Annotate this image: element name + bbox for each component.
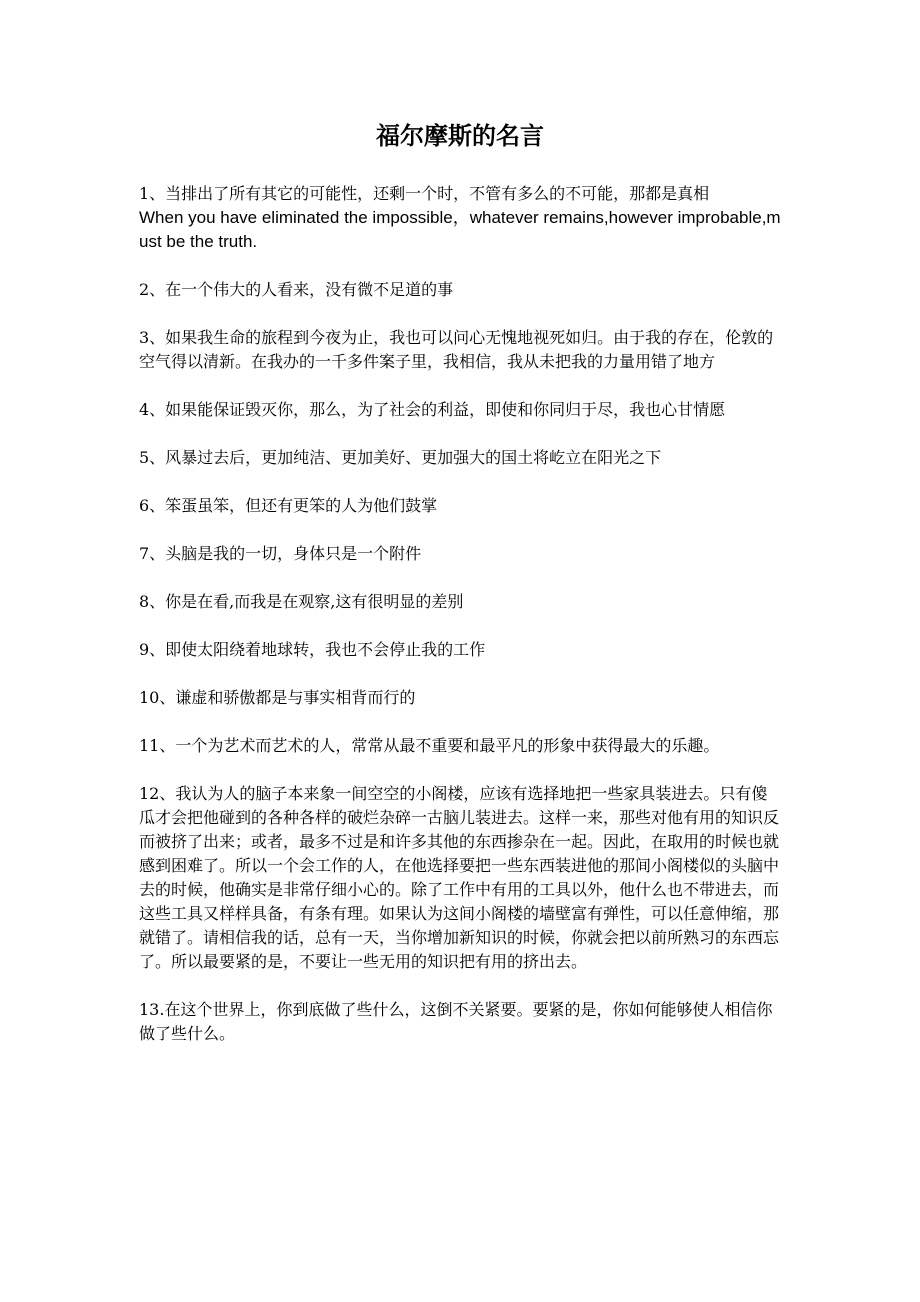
quote-text-cn: 8、你是在看,而我是在观察,这有很明显的差别 (139, 592, 464, 611)
quote-item (139, 446, 781, 470)
quote-item (139, 494, 781, 518)
quote-text-cn: 12、我认为人的脑子本来象一间空空的小阁楼，应该有选择地把一些家具装进去。只有傻瓜才会把他碰到的各种各样的破烂杂碎一古脑儿装进去。这样一来，那些对他有用的知识反而被挤了出来；或者，最多不过是和许多其他的东西掺杂在一起。因此，在取用的时候也就感到困难了。所以一个会工作的人，在他选择要把一些东西装进他的那间小阁楼似的头脑中去的时候，他确实是非常仔细小心的。除了工作中有用的工具以外，他什么也不带进去，而这些工具又样样具备，有条有理。如果认为这间小阁楼的墙壁富有弹性，可以任意伸缩，那就错了。请相信我的话，总有一天，当你增加新知识的时候，你就会把以前所熟习的东西忘了。所以最要紧的是，不要让一些无用的知识把有用的挤出去。 (139, 784, 780, 971)
quote-item (139, 998, 781, 1046)
quote-text-cn: 2、在一个伟大的人看来，没有微不足道的事 (139, 280, 454, 299)
quote-item (139, 182, 781, 254)
quote-text-cn: 13.在这个世界上，你到底做了些什么，这倒不关紧要。要紧的是，你如何能够使人相信你做了些什么。 (139, 1000, 773, 1043)
quote-list (139, 182, 781, 1070)
quote-text-cn: 4、如果能保证毁灭你，那么，为了社会的利益，即使和你同归于尽，我也心甘情愿 (139, 400, 726, 419)
quote-item (139, 782, 781, 974)
quote-item (139, 542, 781, 566)
quote-item (139, 326, 781, 374)
quote-text-cn: 11、一个为艺术而艺术的人，常常从最不重要和最平凡的形象中获得最大的乐趣。 (139, 736, 720, 755)
quote-text-en: When you have eliminated the impossible，whatever remains,however improbable,must be the truth. (139, 208, 781, 251)
quote-item (139, 686, 781, 710)
quote-text-cn: 6、笨蛋虽笨，但还有更笨的人为他们鼓掌 (139, 496, 438, 515)
quote-text-cn: 5、风暴过去后，更加纯洁、更加美好、更加强大的国土将屹立在阳光之下 (139, 448, 662, 467)
quote-text-cn: 3、如果我生命的旅程到今夜为止，我也可以问心无愧地视死如归。由于我的存在，伦敦的空气得以清新。在我办的一千多件案子里，我相信，我从未把我的力量用错了地方 (139, 328, 774, 371)
quote-text-cn: 1、当排出了所有其它的可能性，还剩一个时，不管有多么的不可能，那都是真相 (139, 184, 710, 203)
quote-item (139, 734, 781, 758)
page-title: 福尔摩斯的名言 (376, 121, 544, 150)
quote-item (139, 278, 781, 302)
quote-text-cn: 9、即使太阳绕着地球转，我也不会停止我的工作 (139, 640, 486, 659)
quote-text-cn: 10、谦虚和骄傲都是与事实相背而行的 (139, 688, 416, 707)
quote-item (139, 638, 781, 662)
quote-item (139, 398, 781, 422)
quote-item (139, 590, 781, 614)
quote-text-cn: 7、头脑是我的一切，身体只是一个附件 (139, 544, 422, 563)
